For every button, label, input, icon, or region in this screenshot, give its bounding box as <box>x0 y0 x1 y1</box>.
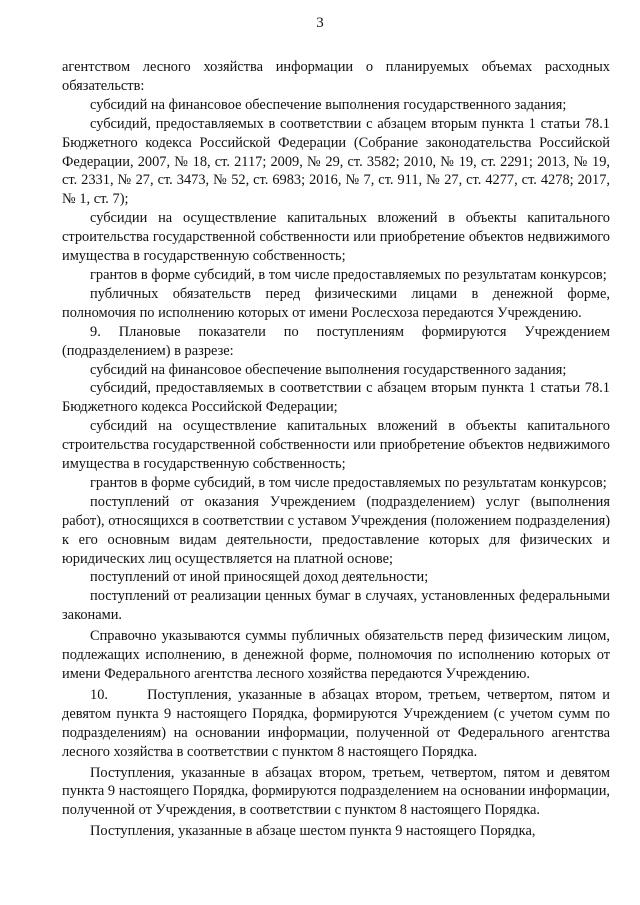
paragraph-item-10: 10. Поступления, указанные в абзацах втором, третьем, четвертом, пятом и девятом пункта 9 настоящего Порядка, формируются Учреждением (с учетом сумм по подразделениям) на основании информации, полученной от Федерального агентства лесного хозяйства в соответствии с пунктом 8 настоящего Порядка. <box>62 686 614 760</box>
paragraph-continuation: агентством лесного хозяйства информации о планируемых объемах расходных обязательств: <box>62 59 610 94</box>
paragraph: публичных обязательств перед физическими лицами в денежной форме, полномочия по исполнению которых от имени Рослесхоза передаются Учреждению. <box>62 285 610 321</box>
paragraph-reference-note: Справочно указываются суммы публичных обязательств перед физическим лицом, подлежащих исполнению, в денежной форме, полномочия по исполнению которых от имени Федерального агентства лесного хозяйства передаются Учреждению. <box>62 628 610 682</box>
paragraph: субсидии на осуществление капитальных вложений в объекты капитального строительства государственной собственности или приобретение объектов недвижимого имущества в государственную собственность; <box>62 210 610 265</box>
paragraph: субсидий на осуществление капитальных вложений в объекты капитального строительства государственной собственности или приобретение объектов недвижимого имущества в государственную собственность; <box>62 418 610 473</box>
paragraph: субсидий на финансовое обеспечение выполнения государственного задания; <box>90 361 567 378</box>
paragraph: поступлений от иной приносящей доход деятельности; <box>90 569 429 586</box>
page-number: 3 <box>316 15 324 31</box>
paragraph: грантов в форме субсидий, в том числе предоставляемых по результатам конкурсов; <box>90 474 607 491</box>
paragraph: Поступления, указанные в абзацах втором, третьем, четвертом, пятом и девятом пункта 9 настоящего Порядка, формируются подразделением на основании информации, полученной от Учреждения, в соответствии с пунктом 8 настоящего Порядка. <box>62 764 610 819</box>
paragraph: субсидий, предоставляемых в соответствии с абзацем вторым пункта 1 статьи 78.1 Бюджетного кодекса Российской Федерации; <box>62 380 610 416</box>
paragraph: поступлений от реализации ценных бумаг в случаях, установленных федеральными законами. <box>62 588 610 624</box>
paragraph-item-9: 9. Плановые показатели по поступлениям формируются Учреждением (подразделением) в разрезе: <box>62 323 610 359</box>
paragraph: грантов в форме субсидий, в том числе предоставляемых по результатам конкурсов; <box>90 266 607 283</box>
document-body <box>62 58 614 841</box>
paragraph: субсидий, предоставляемых в соответствии с абзацем вторым пункта 1 статьи 78.1 Бюджетного кодекса Российской Федерации (Собрание законодательства Российской Федерации, 2007, № 18, ст. 2117; 2009, № 29, ст. 3582; 2010, № 19, ст. 2291; 2013, № 19, ст. 2331, № 27, ст. 3473, № 52, ст. 6983; 2016, № 7, ст. 911, № 27, ст. 4277, ст. 4278; 2017, № 1, ст. 7); <box>62 115 610 208</box>
paragraph: Поступления, указанные в абзаце шестом пункта 9 настоящего Порядка, <box>90 823 536 840</box>
paragraph: субсидий на финансовое обеспечение выполнения государственного задания; <box>90 96 567 113</box>
paragraph: поступлений от оказания Учреждением (подразделением) услуг (выполнения работ), относящихся в соответствии с уставом Учреждения (положением подразделения) к его основным видам деятельности, предоставление которых для физических и юридических лиц осуществляется на платной основе; <box>62 493 610 567</box>
